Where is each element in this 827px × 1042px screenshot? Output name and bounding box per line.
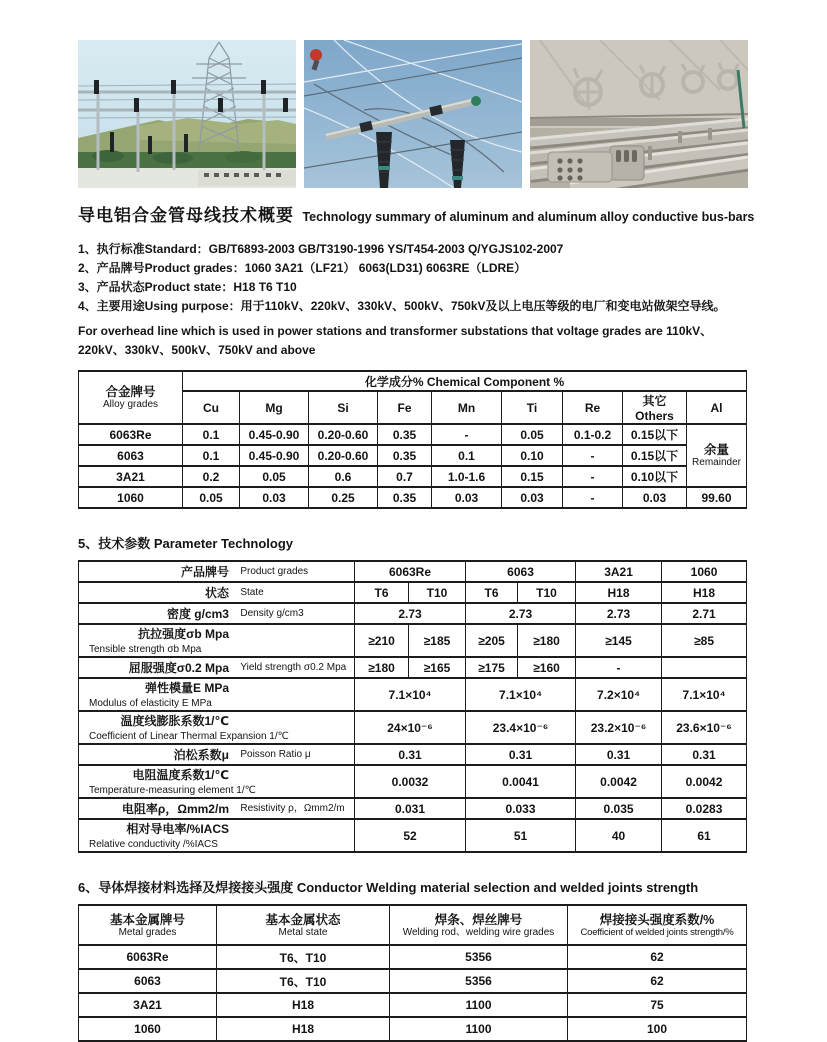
table-cell: T10 (518, 582, 576, 603)
header-en: Metal grades (118, 926, 177, 938)
photo-strip (78, 40, 748, 188)
label-en: State (240, 587, 264, 598)
table-cell: 100 (568, 1017, 747, 1041)
label-en: Tensible strength σb Mpa (89, 644, 202, 656)
table-cell: 2.73 (355, 603, 466, 624)
column-header: Fe (378, 391, 432, 424)
column-header: Cu (183, 391, 240, 424)
label-cn: 弹性模量E MPa (144, 681, 229, 695)
column-header: Re (563, 391, 623, 424)
table-row (79, 765, 747, 798)
table-row (79, 624, 747, 657)
density-label-cell (79, 603, 355, 624)
table-cell: 24×10⁻⁶ (355, 711, 466, 744)
table-cell: 0.1 (183, 424, 240, 445)
table-cell: 51 (466, 819, 576, 852)
table-cell: - (563, 466, 623, 487)
table-cell: 7.1×10⁴ (466, 678, 576, 711)
table-row (79, 678, 747, 711)
welding-material-table (78, 904, 747, 1042)
table-cell: 7.1×10⁴ (355, 678, 466, 711)
thermal-expansion-label-cell (79, 711, 355, 744)
column-header: Al (687, 391, 747, 424)
table-row (79, 603, 747, 624)
state-label-cell (79, 582, 355, 603)
product-grades-label-cell (79, 561, 355, 582)
table-cell: 52 (355, 819, 466, 852)
column-header: 其它Others (623, 391, 687, 424)
header-cn: 焊条、焊丝牌号 (434, 912, 523, 927)
table-row (79, 711, 747, 744)
joint-strength-header-cell (568, 905, 747, 945)
label-cn: 产品牌号 (180, 565, 229, 579)
table-row (79, 371, 747, 391)
table-cell: 23.4×10⁻⁶ (466, 711, 576, 744)
table-cell: 99.60 (687, 487, 747, 508)
alloy-grades-en: Alloy grades (102, 399, 159, 410)
table-row (79, 744, 747, 765)
list-item-product-state: 3、产品状态Product state：H18 T6 T10 (78, 280, 297, 294)
table-cell: 0.0032 (355, 765, 466, 798)
table-cell: ≥180 (518, 624, 576, 657)
header-en: Metal state (278, 926, 328, 938)
table-cell: 0.0042 (576, 765, 662, 798)
table-row (79, 993, 747, 1017)
table-cell: 1100 (390, 993, 568, 1017)
parameter-technology-table (78, 560, 747, 853)
table-cell: 1060 (79, 487, 183, 508)
resistivity-label-cell (79, 798, 355, 819)
table-cell: 0.35 (378, 487, 432, 508)
table-row (79, 466, 747, 487)
spec-list (78, 240, 748, 316)
label-en: Resistivity ρ，Ωmm2/m (240, 803, 345, 814)
label-en: Product grades (240, 566, 309, 577)
label-cn: 电阻温度系数1/℃ (132, 768, 229, 782)
table-cell: - (432, 424, 502, 445)
grade-group-header: 6063 (466, 561, 576, 582)
resistance-temp-coefficient-label-cell (79, 765, 355, 798)
list-item-product-grades: 2、产品牌号Product grades：1060 3A21（LF21） 6063(LD31) 6063RE（LDRE） (78, 261, 527, 275)
al-remainder-cn: 余量 (704, 443, 730, 457)
label-cn: 状态 (204, 586, 229, 600)
metal-grades-header-cell (79, 905, 217, 945)
table-cell: H18 (217, 1017, 390, 1041)
table-cell: 3A21 (79, 466, 183, 487)
al-remainder-cell (687, 424, 747, 487)
table-cell: 75 (568, 993, 747, 1017)
table-cell: ≥175 (466, 657, 518, 678)
table-cell: 0.31 (576, 744, 662, 765)
table-cell: 5356 (390, 969, 568, 993)
table-cell: 62 (568, 945, 747, 969)
tubular-busbar-in-sky-photo (304, 40, 522, 188)
chemical-component-header-cell: 化学成分% Chemical Component % (183, 371, 747, 391)
table-cell: ≥165 (409, 657, 466, 678)
column-header: Mn (432, 391, 502, 424)
table-cell: - (563, 445, 623, 466)
table-row (79, 445, 747, 466)
table-cell: 0.15以下 (623, 445, 687, 466)
grade-group-header: 1060 (662, 561, 747, 582)
table-cell: 0.031 (355, 798, 466, 819)
label-cn: 泊松系数μ (173, 748, 229, 762)
page-title (78, 201, 755, 226)
table-cell: 0.035 (576, 798, 662, 819)
table-cell: 3A21 (79, 993, 217, 1017)
label-cn: 电阻率ρ，Ωmm2/m (121, 802, 229, 816)
grade-group-header: 6063Re (355, 561, 466, 582)
table-row (79, 487, 747, 508)
table-cell: 0.05 (502, 424, 563, 445)
table-row (79, 424, 747, 445)
table-cell: 6063 (79, 445, 183, 466)
header-cn: 焊接接头强度系数/% (599, 912, 715, 927)
table-cell: 0.45-0.90 (240, 445, 309, 466)
table-cell: 0.10以下 (623, 466, 687, 487)
table-cell: 0.03 (502, 487, 563, 508)
table-cell: T6 (466, 582, 518, 603)
poisson-ratio-label-cell (79, 744, 355, 765)
table-cell: 0.7 (378, 466, 432, 487)
table-row (79, 561, 747, 582)
intro-paragraph: For overhead line which is used in power stations and transformer substations that voltage grades are 110kV、220kV、330kV、500kV、750kV and above (78, 324, 713, 357)
table-cell: 0.05 (183, 487, 240, 508)
table-cell: H18 (662, 582, 747, 603)
table-cell: 23.2×10⁻⁶ (576, 711, 662, 744)
label-en: Yield strength σ0.2 Mpa (240, 662, 347, 673)
header-cn: 基本金属牌号 (109, 912, 185, 927)
table-cell: 2.73 (466, 603, 576, 624)
table-cell: 0.31 (355, 744, 466, 765)
section-5-heading: 5、技术参数 Parameter Technology (78, 536, 294, 551)
table-row (79, 819, 747, 852)
table-cell: ≥180 (355, 657, 409, 678)
substation-portal-frames-photo (78, 40, 296, 188)
label-cn: 温度线膨胀系数1/℃ (120, 714, 229, 728)
table-cell: 0.31 (466, 744, 576, 765)
table-cell: 0.35 (378, 445, 432, 466)
table-row (79, 945, 747, 969)
table-cell: 0.20-0.60 (309, 424, 378, 445)
table-cell: H18 (576, 582, 662, 603)
list-item-using-purpose: 4、主要用途Using purpose：用于110kV、220kV、330kV、500kV、750kV及以上电压等级的电厂和变电站做架空导线。 (78, 299, 726, 313)
alloy-grades-cn: 合金牌号 (105, 385, 156, 399)
table-cell: ≥85 (662, 624, 747, 657)
table-cell: 40 (576, 819, 662, 852)
title-chinese: 导电铝合金管母线技术概要 (78, 206, 294, 225)
label-en: Coefficient of Linear Thermal Expansion 1/℃ (89, 731, 289, 743)
table-cell: 0.45-0.90 (240, 424, 309, 445)
table-cell: 0.033 (466, 798, 576, 819)
label-cn: 密度 g/cm3 (166, 607, 229, 621)
table-cell: 0.0042 (662, 765, 747, 798)
table-row (79, 1017, 747, 1041)
welding-rod-header-cell (390, 905, 568, 945)
table-cell: 0.03 (432, 487, 502, 508)
table-cell: 0.10 (502, 445, 563, 466)
table-cell: 0.05 (240, 466, 309, 487)
table-cell: 0.1-0.2 (563, 424, 623, 445)
table-cell: 6063Re (79, 945, 217, 969)
table-cell: 0.15以下 (623, 424, 687, 445)
grade-group-header: 3A21 (576, 561, 662, 582)
chemical-component-table (78, 370, 747, 509)
label-en: Poisson Ratio μ (240, 749, 311, 760)
table-cell: T6 (355, 582, 409, 603)
table-cell: 0.25 (309, 487, 378, 508)
label-en: Modulus of elasticity E MPa (89, 698, 212, 710)
table-cell: 6063Re (79, 424, 183, 445)
metal-state-header-cell (217, 905, 390, 945)
table-cell: 23.6×10⁻⁶ (662, 711, 747, 744)
table-cell: 0.35 (378, 424, 432, 445)
column-header: Si (309, 391, 378, 424)
label-cn: 相对导电率/%IACS (126, 822, 229, 836)
table-cell: H18 (217, 993, 390, 1017)
header-cn: 基本金属状态 (265, 912, 341, 927)
table-cell: ≥205 (466, 624, 518, 657)
label-cn: 抗拉强度σb Mpa (138, 627, 229, 641)
alloy-grades-header-cell (79, 371, 183, 424)
table-cell: 0.31 (662, 744, 747, 765)
table-cell: T10 (409, 582, 466, 603)
table-cell: 0.1 (432, 445, 502, 466)
label-en: Temperature-measuring element 1/℃ (89, 785, 256, 797)
elasticity-modulus-label-cell (79, 678, 355, 711)
table-cell: ≥185 (409, 624, 466, 657)
table-row (79, 969, 747, 993)
table-cell: 62 (568, 969, 747, 993)
label-cn: 屈服强度σ0.2 Mpa (128, 661, 229, 675)
table-cell: 7.2×10⁴ (576, 678, 662, 711)
table-cell: ≥145 (576, 624, 662, 657)
table-cell: 6063 (79, 969, 217, 993)
section-6-heading: 6、导体焊接材料选择及焊接接头强度 Conductor Welding material selection and welded joints strength (78, 880, 699, 895)
table-cell: 0.03 (623, 487, 687, 508)
table-cell: 0.2 (183, 466, 240, 487)
table-cell (662, 657, 747, 678)
table-cell: 0.1 (183, 445, 240, 466)
column-header: Mg (240, 391, 309, 424)
label-en: Relative conductivity /%IACS (89, 839, 218, 851)
table-cell: 2.73 (576, 603, 662, 624)
table-cell: 0.20-0.60 (309, 445, 378, 466)
table-cell: 1060 (79, 1017, 217, 1041)
table-cell: ≥160 (518, 657, 576, 678)
relative-conductivity-label-cell (79, 819, 355, 852)
header-en: Coefficient of welded joints strength/% (580, 926, 734, 938)
table-cell: ≥210 (355, 624, 409, 657)
table-cell: T6、T10 (217, 945, 390, 969)
list-item-standard: 1、执行标准Standard：GB/T6893-2003 GB/T3190-1996 YS/T454-2003 Q/YGJS102-2007 (78, 242, 564, 256)
table-cell: 0.0283 (662, 798, 747, 819)
table-row (79, 657, 747, 678)
table-cell: - (576, 657, 662, 678)
header-en: Welding rod、welding wire grades (402, 926, 555, 938)
table-cell: 1100 (390, 1017, 568, 1041)
table-cell: 0.15 (502, 466, 563, 487)
table-row (79, 798, 747, 819)
table-row (79, 582, 747, 603)
tensile-strength-label-cell (79, 624, 355, 657)
table-cell: - (563, 487, 623, 508)
aluminum-tube-busbars-stacked-photo (530, 40, 748, 188)
table-cell: 0.6 (309, 466, 378, 487)
table-cell: 2.71 (662, 603, 747, 624)
column-header: Ti (502, 391, 563, 424)
table-cell: 0.03 (240, 487, 309, 508)
yield-strength-label-cell (79, 657, 355, 678)
table-cell: 5356 (390, 945, 568, 969)
label-en: Density g/cm3 (240, 608, 304, 619)
table-cell: 0.0041 (466, 765, 576, 798)
title-english: Technology summary of aluminum and aluminum alloy conductive bus-bars (302, 210, 755, 224)
table-cell: 61 (662, 819, 747, 852)
al-remainder-en: Remainder (692, 457, 741, 468)
table-row (79, 905, 747, 945)
table-cell: T6、T10 (217, 969, 390, 993)
table-cell: 1.0-1.6 (432, 466, 502, 487)
table-cell: 7.1×10⁴ (662, 678, 747, 711)
